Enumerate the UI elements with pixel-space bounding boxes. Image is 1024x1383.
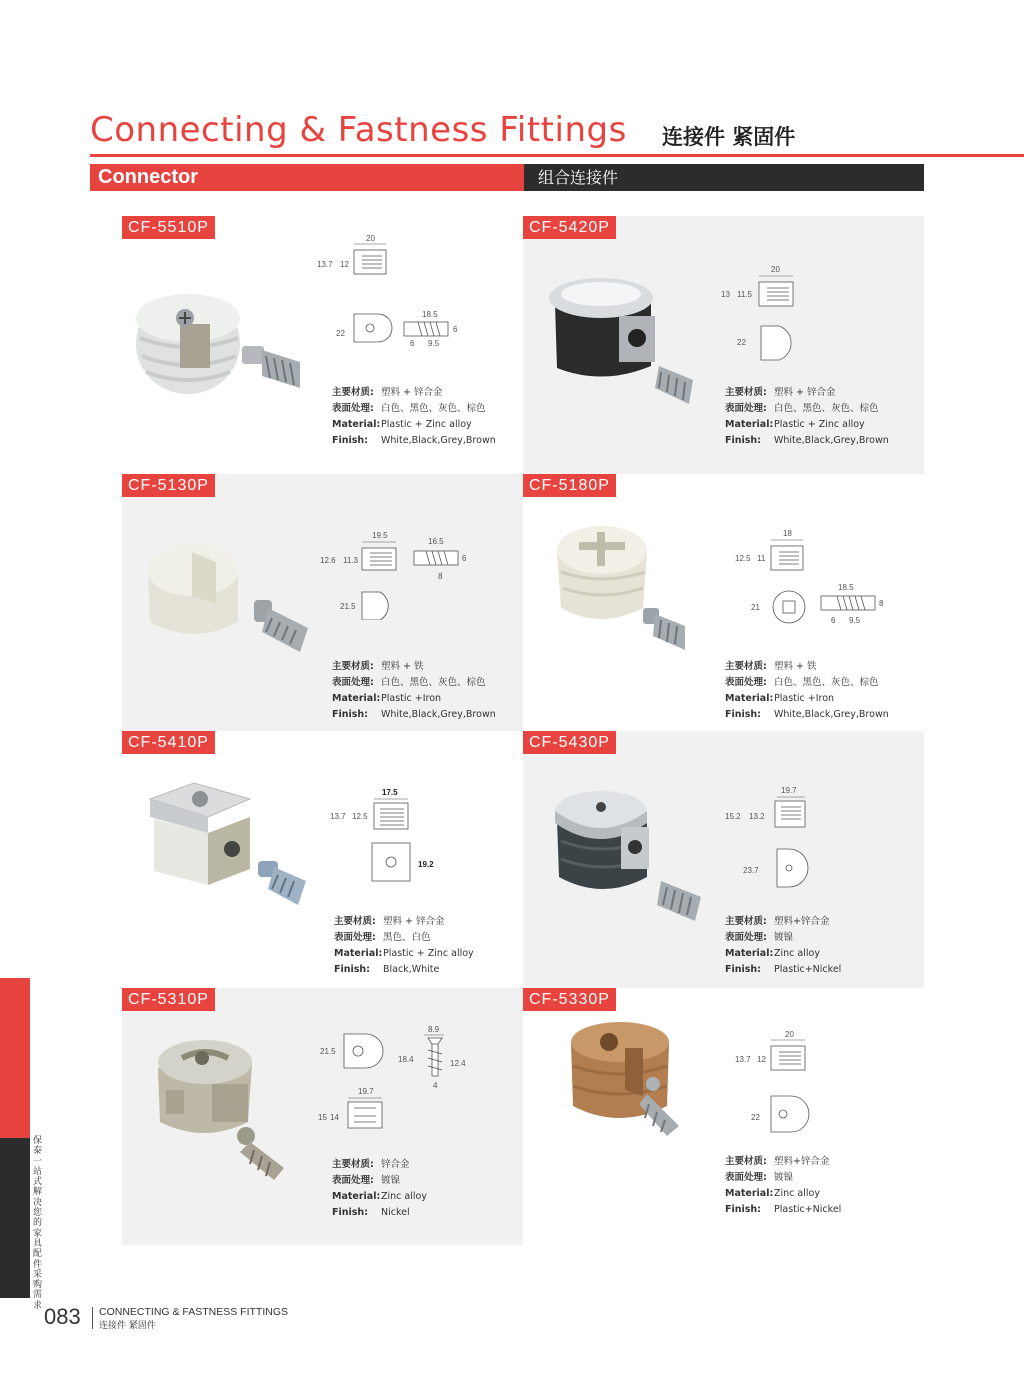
spec-label: 表面处理: (332, 1175, 374, 1186)
spec-list (332, 1156, 427, 1220)
dim-label: 13.2 (749, 812, 765, 821)
spec-value: 镀镍 (381, 1175, 401, 1186)
spec-value: 塑料 + 锌合金 (383, 916, 445, 927)
dim-label: 9.5 (428, 339, 440, 347)
dim-label: 20 (771, 265, 780, 274)
dim-label: 18.4 (398, 1055, 414, 1064)
dim-label: 23.7 (743, 866, 759, 875)
spec-label: 主要材质: (725, 387, 767, 398)
product-photo (146, 777, 316, 922)
spec-value: 塑料 + 铁 (381, 661, 424, 672)
product-code: CF-5420P (523, 216, 616, 239)
spec-label: 表面处理: (332, 403, 374, 414)
spec-value: Nickel (381, 1207, 410, 1218)
page-number: 083 (44, 1304, 81, 1329)
dim-label: 12.6 (320, 556, 336, 565)
product-card-cf-5510p (122, 216, 523, 474)
dim-label: 11.5 (737, 290, 752, 299)
spec-label: Finish: (725, 709, 761, 720)
spec-value: 锌合金 (381, 1159, 410, 1170)
dim-label: 6 (410, 339, 415, 347)
spec-value: 镀镍 (774, 932, 794, 943)
spec-value: Zinc alloy (774, 948, 820, 959)
dim-label: 19.2 (418, 860, 434, 869)
spec-label: 表面处理: (334, 932, 376, 943)
product-photo (551, 522, 701, 662)
section-title-cn: 组合连接件 (524, 164, 924, 191)
section-title-en: Connector (90, 164, 524, 191)
section-header (90, 164, 924, 191)
spec-label: 表面处理: (725, 932, 767, 943)
spec-value: 白色、黑色、灰色、棕色 (774, 677, 879, 688)
side-slogan: 保泰 一站式解决您的家具配件采购需求 (33, 1136, 43, 1311)
dim-label: 21.5 (340, 602, 356, 611)
spec-value: 白色、黑色、灰色、棕色 (381, 677, 486, 688)
dim-label: 12 (757, 1055, 766, 1064)
product-photo (563, 1018, 703, 1168)
spec-list (332, 658, 496, 722)
page-title-cn: 连接件 紧固件 (662, 125, 796, 149)
dim-label: 22 (336, 329, 345, 338)
dim-label: 18 (783, 529, 792, 538)
dim-label: 11.3 (343, 556, 358, 565)
dimension-diagram (314, 232, 474, 347)
dim-label: 19.7 (781, 786, 797, 795)
spec-value: 白色、黑色、灰色、棕色 (774, 403, 879, 414)
spec-value: 塑料 + 锌合金 (381, 387, 443, 398)
product-code: CF-5310P (122, 988, 215, 1011)
dim-label: 13.7 (330, 812, 346, 821)
dim-label: 6 (453, 325, 458, 334)
spec-value: Plastic+Nickel (774, 964, 842, 975)
product-card-cf-5310p (122, 988, 523, 1245)
dim-label: 20 (785, 1030, 794, 1039)
product-photo (130, 288, 315, 413)
product-code: CF-5410P (122, 731, 215, 754)
spec-value: 塑料+锌合金 (774, 916, 830, 927)
product-card-cf-5130p (122, 474, 523, 731)
product-code: CF-5330P (523, 988, 616, 1011)
product-card-cf-5180p (523, 474, 924, 731)
dim-label: 8 (879, 599, 884, 608)
spec-label: Material: (332, 419, 381, 430)
spec-value: 塑料+锌合金 (774, 1156, 830, 1167)
spec-value: Plastic +Iron (774, 693, 835, 704)
dim-label: 19.7 (358, 1087, 374, 1096)
page-title (90, 108, 1024, 156)
product-code: CF-5130P (122, 474, 215, 497)
dim-label: 6 (462, 554, 467, 563)
product-photo (543, 276, 713, 411)
title-divider (90, 154, 1024, 157)
spec-label: Material: (725, 419, 774, 430)
spec-value: Plastic + Zinc alloy (381, 419, 472, 430)
product-code: CF-5430P (523, 731, 616, 754)
dimension-diagram (328, 785, 448, 885)
dim-label: 18.5 (838, 583, 854, 592)
spec-list (725, 658, 889, 722)
spec-value: 塑料 + 铁 (774, 661, 817, 672)
dim-label: 22 (737, 338, 746, 347)
dim-label: 21 (751, 603, 760, 612)
spec-value: 镀镍 (774, 1172, 794, 1183)
spec-label: 表面处理: (332, 677, 374, 688)
footer-title-en: CONNECTING & FASTNESS FITTINGS (99, 1306, 289, 1318)
spec-list (332, 384, 496, 448)
dim-label: 15 (318, 1113, 327, 1122)
spec-value: White,Black,Grey,Brown (774, 709, 889, 720)
dim-label: 21.5 (320, 1047, 336, 1056)
spec-list (725, 913, 841, 977)
spec-label: Finish: (725, 435, 761, 446)
spec-label: 主要材质: (725, 661, 767, 672)
spec-list (334, 913, 474, 977)
dimension-diagram (733, 528, 893, 628)
product-code: CF-5180P (523, 474, 616, 497)
page-title-en: Connecting & Fastness Fittings (90, 110, 627, 150)
spec-value: Plastic + Zinc alloy (774, 419, 865, 430)
product-card-cf-5430p (523, 731, 924, 988)
spec-list (725, 384, 889, 448)
dimension-diagram (733, 1028, 843, 1138)
dim-label: 4 (433, 1081, 438, 1090)
dim-label: 20 (366, 234, 375, 243)
dim-label: 8 (438, 572, 443, 581)
spec-label: Finish: (332, 709, 368, 720)
spec-value: Zinc alloy (381, 1191, 427, 1202)
spec-list (725, 1153, 841, 1217)
dim-label: 12.4 (450, 1059, 466, 1068)
dim-label: 12.5 (352, 812, 368, 821)
spec-value: 黑色、白色 (383, 932, 431, 943)
product-code: CF-5510P (122, 216, 215, 239)
footer-divider (92, 1307, 93, 1329)
product-photo (547, 785, 717, 930)
spec-value: Zinc alloy (774, 1188, 820, 1199)
spec-label: 主要材质: (332, 387, 374, 398)
side-tab-red (0, 978, 30, 1138)
spec-label: Finish: (725, 1204, 761, 1215)
spec-value: White,Black,Grey,Brown (381, 709, 496, 720)
dim-label: 13.7 (317, 260, 333, 269)
spec-value: 塑料 + 锌合金 (774, 387, 836, 398)
dim-label: 6 (831, 616, 836, 625)
product-card-cf-5420p (523, 216, 924, 474)
dim-label: 13 (721, 290, 730, 299)
spec-value: Black,White (383, 964, 440, 975)
spec-label: 表面处理: (725, 403, 767, 414)
product-photo (152, 1028, 302, 1188)
dim-label: 11 (757, 554, 766, 563)
spec-label: 主要材质: (334, 916, 376, 927)
spec-label: Finish: (725, 964, 761, 975)
dim-label: 9.5 (849, 616, 861, 625)
dim-label: 12.5 (735, 554, 751, 563)
spec-value: Plastic +Iron (381, 693, 442, 704)
dim-label: 18.5 (422, 310, 438, 319)
spec-label: Material: (332, 693, 381, 704)
spec-label: 主要材质: (332, 661, 374, 672)
spec-label: Material: (725, 1188, 774, 1199)
spec-label: 表面处理: (725, 677, 767, 688)
spec-label: Finish: (332, 435, 368, 446)
product-card-cf-5330p (523, 988, 924, 1245)
footer-title-cn: 连接件 紧固件 (99, 1321, 156, 1331)
spec-label: Material: (332, 1191, 381, 1202)
spec-label: Material: (334, 948, 383, 959)
dimension-diagram (723, 783, 833, 893)
dimension-diagram (318, 1024, 478, 1134)
dim-label: 17.5 (382, 788, 398, 797)
spec-label: Material: (725, 693, 774, 704)
dimension-diagram (318, 530, 478, 620)
spec-value: Plastic+Nickel (774, 1204, 842, 1215)
spec-label: 表面处理: (725, 1172, 767, 1183)
dim-label: 19.5 (372, 531, 388, 540)
spec-label: 主要材质: (725, 1156, 767, 1167)
spec-value: White,Black,Grey,Brown (774, 435, 889, 446)
spec-label: 主要材质: (332, 1159, 374, 1170)
dim-label: 16.5 (428, 537, 444, 546)
spec-value: Plastic + Zinc alloy (383, 948, 474, 959)
dim-label: 12 (340, 260, 349, 269)
spec-value: 白色、黑色、灰色、棕色 (381, 403, 486, 414)
spec-label: Finish: (334, 964, 370, 975)
dim-label: 13.7 (735, 1055, 751, 1064)
dim-label: 15.2 (725, 812, 741, 821)
product-photo (142, 540, 322, 670)
dimension-diagram (719, 264, 839, 364)
spec-label: Finish: (332, 1207, 368, 1218)
spec-label: 主要材质: (725, 916, 767, 927)
spec-value: White,Black,Grey,Brown (381, 435, 496, 446)
spec-label: Material: (725, 948, 774, 959)
product-card-cf-5410p (122, 731, 523, 988)
dim-label: 14 (330, 1113, 339, 1122)
side-tab-dark (0, 1138, 30, 1298)
dim-label: 22 (751, 1113, 760, 1122)
dim-label: 8.9 (428, 1025, 440, 1034)
